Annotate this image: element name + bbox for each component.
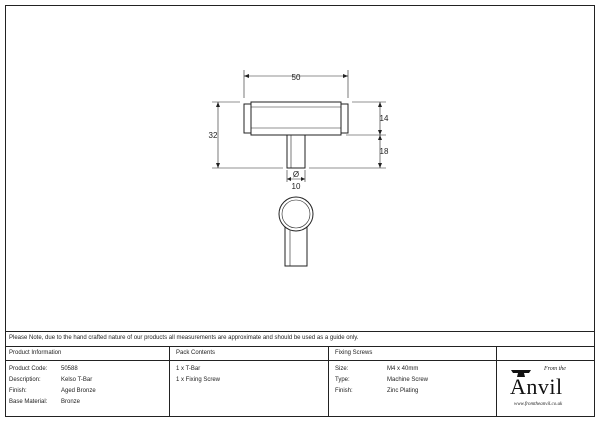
logo-url: www.fromtheanvil.co.uk xyxy=(514,402,563,407)
from-the-anvil-logo xyxy=(506,366,590,412)
base-material-row: Base Material: Bronze xyxy=(9,399,81,405)
diameter-label: 10 xyxy=(291,182,301,191)
measurement-note: Please Note, due to the hand crafted nature of our products all measurements are approximate and should be used as a guide only. xyxy=(9,335,359,341)
height-total-label: 32 xyxy=(208,131,218,140)
screw-finish-row: Finish: Zinc Plating xyxy=(335,388,419,394)
table-header-border xyxy=(5,346,595,347)
screw-type-row: Type: Machine Screw xyxy=(335,377,429,383)
finish-row: Finish: Aged Bronze xyxy=(9,388,96,394)
t-bar-stem xyxy=(287,135,305,168)
side-view-bar-end xyxy=(279,197,313,231)
fixing-screws-title: Fixing Screws xyxy=(335,350,373,356)
screw-size-row: Size: M4 x 40mm xyxy=(335,366,419,372)
pack-item-fixing-screw: 1 x Fixing Screw xyxy=(176,377,221,383)
product-information-title: Product Information xyxy=(9,350,62,356)
product-code-row: Product Code: 50588 xyxy=(9,366,78,372)
pack-item-tbar: 1 x T-Bar xyxy=(176,366,201,372)
t-bar-left-cap xyxy=(244,104,251,133)
bar-height-label: 14 xyxy=(379,114,389,123)
column-divider-1 xyxy=(169,346,170,417)
stem-height-label: 18 xyxy=(379,147,389,156)
column-divider-3 xyxy=(496,346,497,417)
table-section-border xyxy=(5,360,595,361)
diameter-symbol: Ø xyxy=(292,170,300,179)
pack-contents-title: Pack Contents xyxy=(176,350,216,356)
table-top-border xyxy=(5,331,595,332)
t-bar-right-cap xyxy=(341,104,348,133)
column-divider-2 xyxy=(328,346,329,417)
logo-from-the: From the xyxy=(544,366,566,372)
width-label: 50 xyxy=(291,73,301,82)
description-row: Description: Kelso T-Bar xyxy=(9,377,93,383)
logo-brand: Anvil xyxy=(510,374,563,399)
